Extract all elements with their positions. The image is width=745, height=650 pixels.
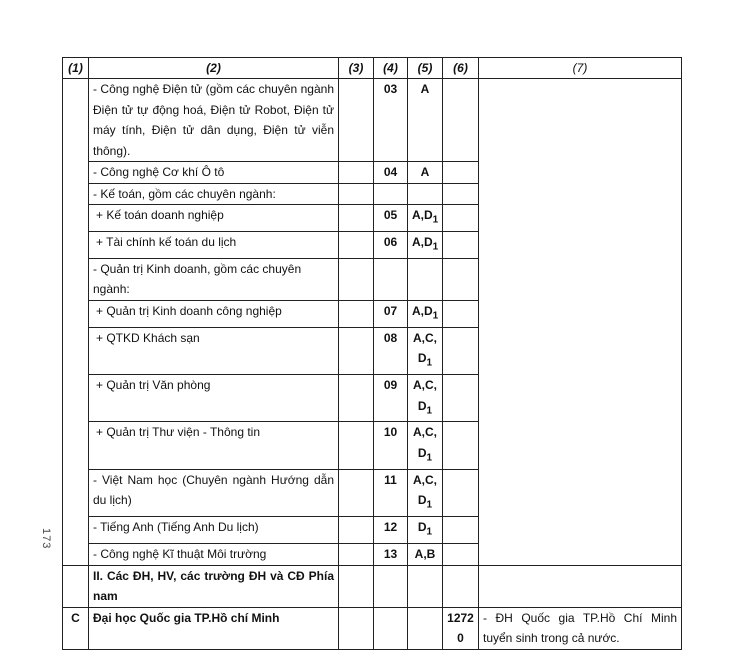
col1-blank: [63, 79, 89, 566]
header-col-5: (5): [408, 58, 443, 79]
exam-group: [408, 183, 443, 205]
exam-group-sub: 1: [426, 526, 433, 538]
col6-cell: [443, 162, 479, 184]
exam-group-sub: 1: [426, 357, 433, 369]
row-letter: C: [63, 607, 89, 649]
col7-blank: [479, 79, 682, 566]
program-code: 05: [374, 205, 408, 232]
col5-cell: [408, 565, 443, 607]
col6-cell: [443, 517, 479, 544]
program-code: 07: [374, 300, 408, 327]
col6-cell: [443, 183, 479, 205]
col6-cell: [443, 205, 479, 232]
exam-group: [408, 231, 443, 258]
col6-cell: [443, 422, 479, 469]
program-name: + Quản trị Kinh doanh công nghiệp: [89, 300, 339, 327]
exam-group-main-2: D: [417, 351, 427, 366]
exam-group-main: A,D: [412, 303, 433, 318]
col3-cell: [339, 607, 374, 649]
col6-cell: [443, 375, 479, 422]
exam-group: A: [408, 79, 443, 162]
program-name: - Công nghệ Cơ khí Ô tô: [89, 162, 339, 184]
quota-value: [443, 607, 479, 649]
col6-cell: [443, 544, 479, 566]
university-row: [63, 607, 682, 649]
exam-group-main-2: D: [417, 398, 427, 413]
program-name: - Việt Nam học (Chuyên ngành Hướng dẫn du lịch): [89, 469, 339, 516]
exam-group: [408, 375, 443, 422]
col3-cell: [339, 517, 374, 544]
exam-group-main: D: [417, 520, 427, 535]
header-col-7: (7): [479, 58, 682, 79]
quota-line-1: 1272: [447, 610, 474, 625]
exam-group: [408, 300, 443, 327]
exam-group-main: A,D: [412, 208, 433, 222]
header-col-6: (6): [443, 58, 479, 79]
exam-group-main: A,C,: [413, 330, 437, 345]
exam-group-main-2: D: [417, 445, 427, 460]
col3-cell: [339, 565, 374, 607]
exam-group: [408, 258, 443, 300]
exam-group: [408, 469, 443, 516]
col3-cell: [339, 469, 374, 516]
col4-cell: [374, 565, 408, 607]
col1-cell: [63, 565, 89, 607]
exam-group-sub: 1: [426, 452, 433, 464]
quota-line-2: 0: [457, 631, 464, 646]
exam-group-sub: 1: [426, 499, 433, 511]
col3-cell: [339, 205, 374, 232]
program-code: 11: [374, 469, 408, 516]
program-name: - Kế toán, gồm các chuyên ngành:: [89, 183, 339, 205]
header-col-4: (4): [374, 58, 408, 79]
program-code: [374, 183, 408, 205]
col6-cell: [443, 258, 479, 300]
program-code: 06: [374, 231, 408, 258]
col3-cell: [339, 231, 374, 258]
exam-group: [408, 327, 443, 374]
exam-group-sub: 1: [432, 310, 439, 322]
exam-group: A: [408, 162, 443, 184]
program-name: + QTKD Khách sạn: [89, 327, 339, 374]
program-name: + Tài chính kế toán du lịch: [89, 231, 339, 258]
program-name: - Tiếng Anh (Tiếng Anh Du lịch): [89, 517, 339, 544]
note-text: - ĐH Quốc gia TP.Hồ Chí Minh tuyển sinh trong cả nước.: [479, 607, 682, 649]
section-heading: II. Các ĐH, HV, các trường ĐH và CĐ Phía nam: [89, 565, 339, 607]
col3-cell: [339, 300, 374, 327]
exam-group-sub: 1: [432, 241, 439, 253]
university-name: Đại học Quốc gia TP.Hồ chí Minh: [89, 607, 339, 649]
col6-cell: [443, 300, 479, 327]
col6-cell: [443, 469, 479, 516]
program-code: 08: [374, 327, 408, 374]
exam-group: [408, 517, 443, 544]
program-code: 03: [374, 79, 408, 162]
col4-cell: [374, 607, 408, 649]
table-row: [63, 79, 682, 162]
col6-cell: [443, 231, 479, 258]
exam-group-main-2: D: [417, 493, 427, 508]
header-row: [63, 58, 682, 79]
program-name: + Kế toán doanh nghiệp: [89, 205, 339, 232]
section-row: [63, 565, 682, 607]
program-name: - Công nghệ Điện tử (gồm các chuyên ngành Điện tử tự động hoá, Điện tử Robot, Điện tử máy tính, Điện tử dân dụng, Điện tử viễn thông).: [89, 79, 339, 162]
program-name: - Quản trị Kinh doanh, gồm các chuyên ngành:: [89, 258, 339, 300]
col3-cell: [339, 258, 374, 300]
program-name: - Công nghệ Kĩ thuật Môi trường: [89, 544, 339, 566]
exam-group-sub: 1: [432, 214, 439, 226]
exam-group-main: A,C,: [413, 472, 437, 487]
exam-group: [408, 205, 443, 232]
page-number: 173: [40, 528, 52, 550]
col3-cell: [339, 79, 374, 162]
admissions-table: [62, 57, 682, 650]
program-code: [374, 258, 408, 300]
col3-cell: [339, 375, 374, 422]
header-col-2: (2): [89, 58, 339, 79]
col5-cell: [408, 607, 443, 649]
col6-cell: [443, 327, 479, 374]
header-col-1: (1): [63, 58, 89, 79]
program-code: 13: [374, 544, 408, 566]
exam-group-main: A,D: [412, 234, 433, 249]
program-code: 09: [374, 375, 408, 422]
program-code: 04: [374, 162, 408, 184]
col3-cell: [339, 544, 374, 566]
col6-cell: [443, 79, 479, 162]
exam-group-sub: 1: [426, 404, 433, 416]
header-col-3: (3): [339, 58, 374, 79]
exam-group-main: A,C,: [413, 378, 437, 393]
col3-cell: [339, 422, 374, 469]
program-name: + Quản trị Thư viện - Thông tin: [89, 422, 339, 469]
program-code: 10: [374, 422, 408, 469]
col6-cell: [443, 565, 479, 607]
exam-group: A,B: [408, 544, 443, 566]
col7-cell: [479, 565, 682, 607]
col3-cell: [339, 327, 374, 374]
exam-group-main: A,C,: [413, 425, 437, 440]
program-code: 12: [374, 517, 408, 544]
col3-cell: [339, 183, 374, 205]
program-name: + Quản trị Văn phòng: [89, 375, 339, 422]
exam-group: [408, 422, 443, 469]
col3-cell: [339, 162, 374, 184]
